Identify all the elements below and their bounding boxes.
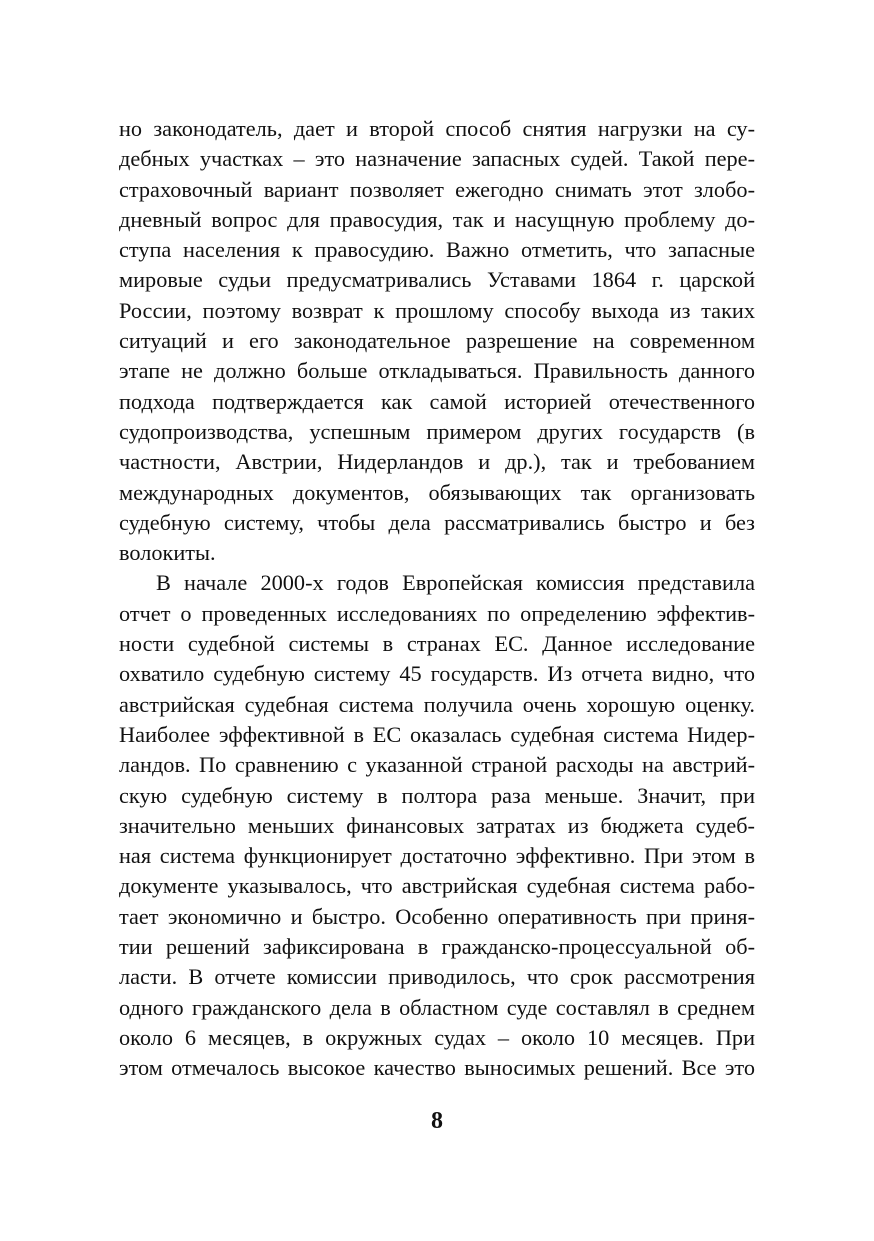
text-line: тает экономично и быстро. Особенно оперативность при приня- [119,903,755,929]
text-line: дебных участках – это назначение запасных судей. Такой пере- [119,146,755,172]
text-line: этом отмечалось высокое качество выносимых решений. Все это [119,1055,755,1081]
text-line: судопроизводства, успешным примером других государств (в [119,418,755,444]
text-line: России, поэтому возврат к прошлому способу выхода из таких [119,297,755,323]
text-line: страховочный вариант позволяет ежегодно снимать этот злобо- [119,176,755,202]
text-line: частности, Австрии, Нидерландов и др.), так и требованием [119,449,755,475]
text-line: мировые судьи предусматривались Уставами 1864 г. царской [119,267,755,293]
text-line: ная система функционирует достаточно эффективно. При этом в [119,843,755,869]
text-line: ситуаций и его законодательное разрешение на современном [119,328,755,354]
paragraph-2 [119,568,755,1083]
text-line: волокиты. [119,540,216,566]
page-number: 8 [431,1108,443,1134]
text-line: скую судебную систему в полтора раза меньше. Значит, при [119,782,755,808]
text-line: дневный вопрос для правосудия, так и насущную проблему до- [119,206,755,232]
text-line: около 6 месяцев, в окружных судах – около 10 месяцев. При [119,1024,755,1050]
text-line: международных документов, обязывающих так организовать [119,479,755,505]
text-line: ности судебной системы в странах ЕС. Данное исследование [119,631,755,657]
text-line: судебную систему, чтобы дела рассматривались быстро и без [119,509,755,535]
text-line: ступа населения к правосудию. Важно отметить, что запасные [119,237,755,263]
text-line: тии решений зафиксирована в гражданско-процессуальной об- [119,934,755,960]
text-line: ландов. По сравнению с указанной страной расходы на австрий- [119,752,755,778]
text-line: австрийская судебная система получила очень хорошую оценку. [119,691,755,717]
text-line: охватило судебную систему 45 государств. Из отчета видно, что [119,661,755,687]
text-line: этапе не должно больше откладываться. Правильность данного [119,358,755,384]
text-line: ласти. В отчете комиссии приводилось, что срок рассмотрения [119,964,755,990]
text-line: документе указывалось, что австрийская судебная система рабо- [119,873,755,899]
text-line: одного гражданского дела в областном суде составлял в среднем [119,994,755,1020]
text-line: отчет о проведенных исследованиях по определению эффектив- [119,600,755,626]
text-line: подхода подтверждается как самой историей отечественного [119,388,755,414]
paragraph-1 [119,114,755,568]
text-line: но законодатель, дает и второй способ снятия нагрузки на су- [119,116,755,141]
text-line: Наиболее эффективной в ЕС оказалась судебная система Нидер- [119,721,755,747]
text-line: В начале 2000-х годов Европейская комиссия представила [156,570,755,596]
text-line: значительно меньших финансовых затратах из бюджета судеб- [119,812,755,838]
page-body [119,114,755,1084]
